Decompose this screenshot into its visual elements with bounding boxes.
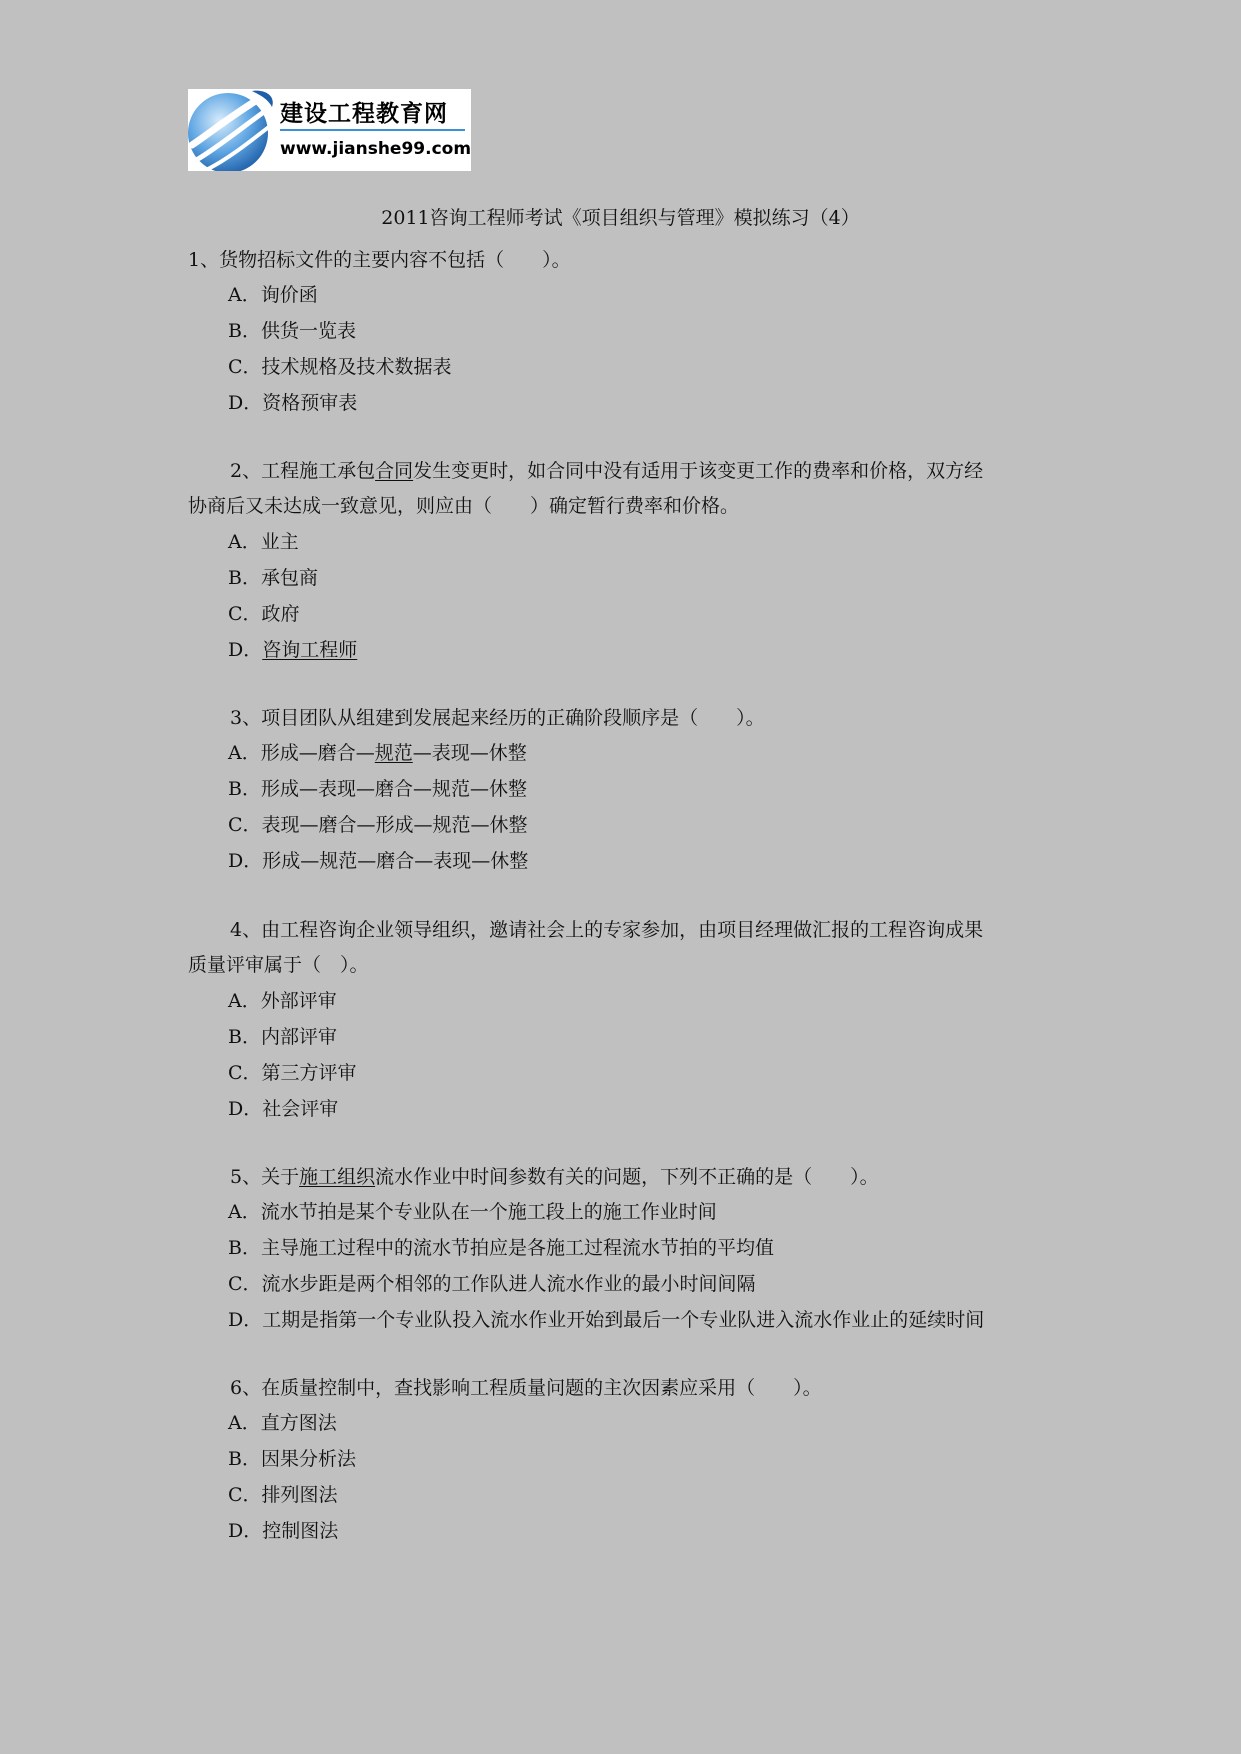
text-run: D．	[228, 639, 263, 661]
question-stem-line	[230, 1165, 879, 1189]
text-run: C．政府	[228, 603, 300, 625]
answer-option	[228, 849, 528, 873]
text-run: B．内部评审	[228, 1026, 337, 1048]
answer-option	[228, 1483, 338, 1507]
answer-option	[228, 355, 452, 379]
text-run: 4、由工程咨询企业领导组织，邀请社会上的专家参加，由项目经理做汇报的工程咨询成果	[230, 919, 984, 941]
text-run: 发生变更时，如合同中没有适用于该变更工作的费率和价格，双方经	[413, 460, 984, 482]
underlined-term: 合同	[375, 460, 414, 482]
text-run: 5、关于	[230, 1166, 300, 1188]
answer-option	[228, 777, 527, 801]
text-run: 流水作业中时间参数有关的问题，下列不正确的是（ ）。	[375, 1166, 879, 1188]
logo-site-name: 建设工程教育网	[280, 101, 448, 127]
text-run: 协商后又未达成一致意见，则应由（ ）确定暂行费率和价格。	[188, 495, 740, 517]
text-run: A．业主	[228, 531, 299, 553]
question-stem-line	[230, 459, 983, 483]
text-run: 3、项目团队从组建到发展起来经历的正确阶段顺序是（ ）。	[230, 707, 765, 729]
answer-option	[228, 741, 527, 765]
answer-option	[228, 283, 318, 307]
answer-option	[228, 1272, 756, 1296]
answer-option	[228, 1519, 338, 1543]
answer-option	[228, 813, 528, 837]
answer-option	[228, 1308, 984, 1332]
text-run: B．主导施工过程中的流水节拍应是各施工过程流水节拍的平均值	[228, 1237, 774, 1259]
text-run: B．形成—表现—磨合—规范—休整	[228, 778, 527, 800]
text-run: A．询价函	[228, 284, 318, 306]
site-logo	[188, 89, 471, 171]
text-run: C．第三方评审	[228, 1062, 357, 1084]
answer-option	[228, 989, 337, 1013]
answer-option	[228, 602, 300, 626]
text-run: A．直方图法	[228, 1412, 337, 1434]
text-run: D．控制图法	[228, 1520, 339, 1542]
text-run: 2、工程施工承包	[230, 460, 376, 482]
text-run: A．外部评审	[228, 990, 337, 1012]
underlined-term: 施工组织	[299, 1166, 376, 1188]
text-run: 1、货物招标文件的主要内容不包括（ ）。	[188, 249, 571, 271]
question-stem-line	[230, 1376, 822, 1400]
logo-text	[278, 89, 471, 171]
text-run: C．表现—磨合—形成—规范—休整	[228, 814, 528, 836]
answer-option	[228, 1236, 774, 1260]
answer-option	[228, 566, 318, 590]
text-run: D．工期是指第一个专业队投入流水作业开始到最后一个专业队进入流水作业止的延续时间	[228, 1309, 985, 1331]
question-stem-line	[230, 918, 983, 942]
text-run: A．流水节拍是某个专业队在一个施工段上的施工作业时间	[228, 1201, 717, 1223]
question-stem-line	[188, 494, 739, 518]
text-run: C．技术规格及技术数据表	[228, 356, 452, 378]
answer-option	[228, 530, 299, 554]
text-run: D．资格预审表	[228, 392, 358, 414]
text-run: C．排列图法	[228, 1484, 338, 1506]
underlined-term: 规范	[374, 742, 413, 764]
text-run: A．形成—磨合—	[228, 742, 375, 764]
text-run: B．因果分析法	[228, 1448, 356, 1470]
text-run: 6、在质量控制中，查找影响工程质量问题的主次因素应采用（ ）。	[230, 1377, 822, 1399]
answer-option	[228, 638, 357, 662]
question-stem-line	[230, 706, 765, 730]
question-stem-line	[188, 953, 369, 977]
answer-option	[228, 391, 357, 415]
text-run: B．供货一览表	[228, 320, 356, 342]
answer-option	[228, 1097, 338, 1121]
answer-option	[228, 319, 356, 343]
answer-option	[228, 1411, 337, 1435]
answer-option	[228, 1061, 357, 1085]
logo-divider	[280, 129, 465, 131]
text-run: 质量评审属于（ ）。	[188, 954, 369, 976]
text-run: B．承包商	[228, 567, 318, 589]
underlined-term: 咨询工程师	[262, 639, 358, 661]
document-title: 2011咨询工程师考试《项目组织与管理》模拟练习（4）	[381, 207, 860, 229]
logo-site-url: www.jianshe99.com	[280, 139, 471, 159]
answer-option	[228, 1200, 717, 1224]
text-run: D．社会评审	[228, 1098, 339, 1120]
text-run: C．流水步距是两个相邻的工作队进人流水作业的最小时间间隔	[228, 1273, 756, 1295]
answer-option	[228, 1447, 356, 1471]
answer-option	[228, 1025, 337, 1049]
globe-logo-icon	[188, 89, 278, 171]
text-run: D．形成—规范—磨合—表现—休整	[228, 850, 529, 872]
text-run: —表现—休整	[412, 742, 527, 764]
question-stem-line	[188, 248, 571, 272]
